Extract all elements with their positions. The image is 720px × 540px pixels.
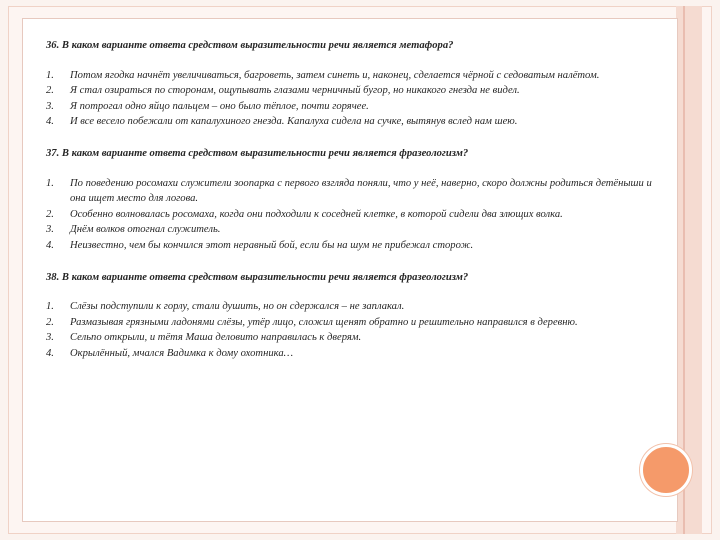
answer-text: И все весело побежали от капалухиного гнезда. Капалуха сидела на сучке, вытянув вслед нам шею. [70,116,518,128]
slide-content [46,38,666,378]
answer-item [46,83,666,99]
answer-text: Размазывая грязными ладонями слёзы, утёр лицо, сложил щенят обратно и решительно направился в деревню. [70,316,578,328]
answer-text: Потом ягодка начнёт увеличиваться, багроветь, затем синеть и, наконец, сделается чёрной с седоватым налётом. [70,69,600,81]
question-title: 37. В каком варианте ответа средством выразительности речи является фразеологизм? [46,147,469,159]
answer-item [46,207,666,223]
question-block-38 [46,270,666,362]
answer-number: 3. [46,332,54,344]
answer-number: 3. [46,224,54,236]
answer-text: Я потрогал одно яйцо пальцем – оно было тёплое, почти горячее. [70,100,369,112]
question-block-37 [46,146,666,254]
answer-list [46,176,666,254]
answer-item [46,176,666,207]
answer-list [46,68,666,130]
answer-text: Я стал озираться по сторонам, ощупывать глазами черничный бугор, но никакого гнезда не видел. [70,85,520,97]
answer-text: Слёзы подступили к горлу, стали душить, но он сдержался – не заплакал. [70,301,405,313]
question-title: 36. В каком варианте ответа средством выразительности речи является метафора? [46,40,454,51]
answer-text: Днём волков отогнал служитель. [70,224,221,236]
answer-item [46,330,666,346]
answer-item [46,114,666,130]
answer-number: 4. [46,347,54,359]
answer-text: По поведению росомахи служители зоопарка с первого взгляда поняли, что у неё, наверно, скоро должны родиться детёныши и она ищет место для логова. [70,177,652,205]
answer-number: 1. [46,301,54,313]
answer-item [46,346,666,362]
answer-list [46,299,666,361]
answer-number: 1. [46,69,54,81]
question-title: 38. В каком варианте ответа средством выразительности речи является фразеологизм? [46,271,469,283]
answer-number: 2. [46,208,54,220]
answer-item [46,99,666,115]
answer-number: 4. [46,239,54,251]
answer-item [46,238,666,254]
answer-text: Особенно волновалась росомаха, когда они подходили к соседней клетке, в которой сидели два злющих волка. [70,208,563,220]
answer-text: Сельпо открыли, и тётя Маша деловито направилась к дверям. [70,332,362,344]
answer-text: Неизвестно, чем бы кончился этот неравный бой, если бы на шум не прибежал сторож. [70,239,474,251]
answer-number: 2. [46,316,54,328]
answer-number: 4. [46,116,54,128]
answer-item [46,315,666,331]
answer-number: 3. [46,100,54,112]
question-block-36 [46,38,666,130]
answer-item [46,299,666,315]
decorative-orange-circle [640,444,692,496]
answer-text: Окрылённый, мчался Вадимка к дому охотника… [70,347,294,359]
answer-number: 1. [46,177,54,189]
answer-item [46,222,666,238]
answer-number: 2. [46,85,54,97]
answer-item [46,68,666,84]
